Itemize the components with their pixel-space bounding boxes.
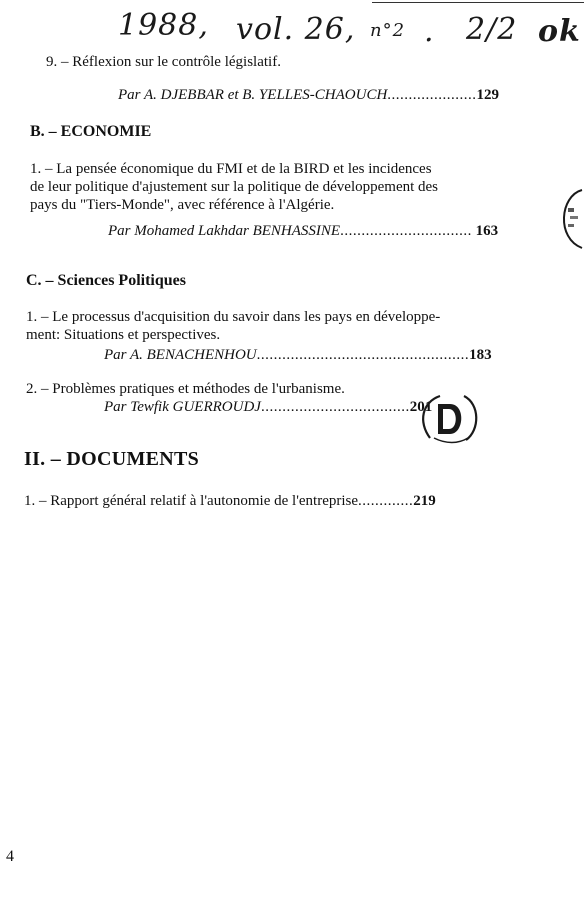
sciences-entry2-author-line	[104, 398, 432, 416]
sciences-entry1-line2: ment: Situations et perspectives.	[26, 327, 221, 343]
entry-9-title: 9. – Réflexion sur le contrôle législatif.	[46, 54, 281, 70]
documents-entry-title: 1. – Rapport général relatif à l'autonomie de l'entreprise	[24, 493, 359, 509]
handwritten-part: 2/2	[466, 12, 518, 47]
documents-entry-line	[24, 492, 436, 510]
handwritten-dot: .	[424, 14, 435, 49]
economie-entry-line1: 1. – La pensée économique du FMI et de la BIRD et les incidences	[30, 161, 432, 177]
documents-entry-page: 219	[413, 493, 436, 509]
sciences-entry1-page: 183	[469, 347, 492, 363]
handwritten-mark: ok	[538, 14, 581, 49]
section-heading-sciences-politiques: C. – Sciences Politiques	[26, 272, 186, 289]
leader-dots: ...............................	[340, 223, 472, 239]
economie-entry-page: 163	[475, 223, 499, 239]
economie-entry-line2: de leur politique d'ajustement sur la politique de développement des	[30, 179, 439, 195]
entry-9-author: Par A. DJEBBAR et B. YELLES-CHAOUCH	[118, 87, 388, 103]
economie-entry-author: Par Mohamed Lakhdar BENHASSINE	[108, 223, 341, 239]
handwritten-year: 1988,	[118, 8, 209, 43]
page-number: 4	[6, 848, 14, 865]
sciences-entry2-author: Par Tewfik GUERROUDJ	[104, 399, 261, 415]
entry-9-author-line	[118, 86, 499, 104]
leader-dots: ..................................................	[256, 347, 470, 363]
sciences-entry1-author-line	[104, 346, 492, 364]
sciences-entry2-title: 2. – Problèmes pratiques et méthodes de l'urbanisme.	[26, 381, 345, 397]
leader-dots: .....................	[387, 87, 477, 103]
entry-9-page: 129	[476, 87, 500, 103]
handwritten-number: n°2	[370, 20, 406, 41]
leader-dots: .............	[358, 493, 414, 509]
economie-entry-author-line	[108, 222, 498, 240]
section-heading-economie: B. – ECONOMIE	[30, 123, 152, 140]
sciences-entry1-author: Par A. BENACHENHOU	[104, 347, 257, 363]
handwritten-note	[118, 8, 581, 54]
handwritten-volume: vol. 26,	[236, 12, 356, 47]
top-rule	[372, 2, 584, 3]
sciences-entry2-page: 201	[409, 399, 433, 415]
library-stamp-icon	[420, 392, 480, 444]
section-heading-documents: II. – DOCUMENTS	[24, 448, 200, 470]
economie-entry-line3: pays du "Tiers-Monde", avec référence à l'Algérie.	[30, 197, 335, 213]
leader-dots: ...................................	[260, 399, 410, 415]
edge-stamp-icon	[552, 188, 584, 250]
sciences-entry1-line1: 1. – Le processus d'acquisition du savoir dans les pays en développe-	[26, 309, 441, 325]
